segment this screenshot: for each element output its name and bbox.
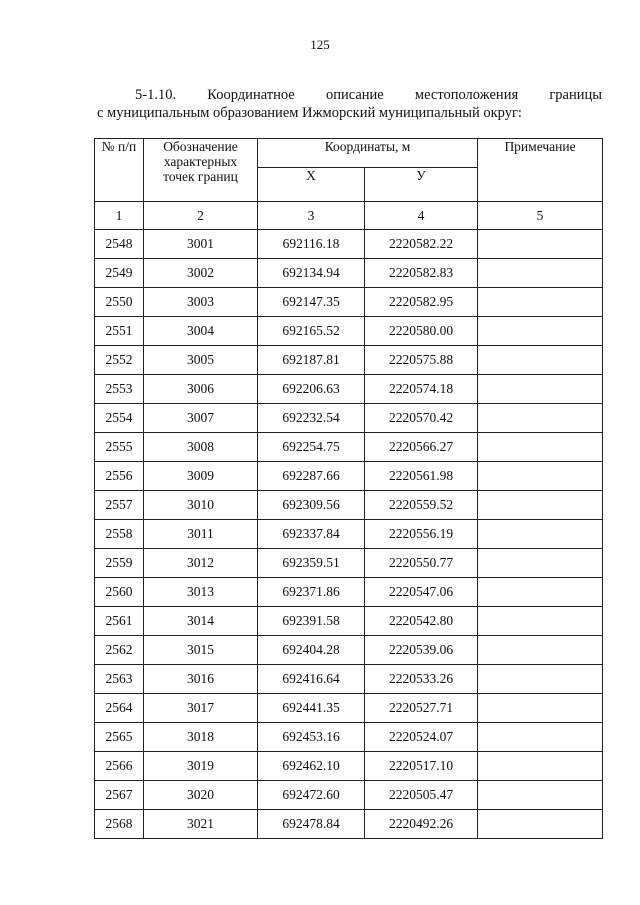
note-cell: [478, 317, 603, 346]
table-row: [95, 636, 603, 665]
row-number-cell: 2567: [95, 781, 144, 810]
row-number-cell: 2550: [95, 288, 144, 317]
point-designation-cell: 3009: [144, 462, 258, 491]
column-number-row: [95, 202, 603, 230]
point-designation-cell: 3004: [144, 317, 258, 346]
note-cell: [478, 259, 603, 288]
note-cell: [478, 462, 603, 491]
table-row: [95, 752, 603, 781]
table-row: [95, 694, 603, 723]
row-number-cell: 2557: [95, 491, 144, 520]
coordinates-table: [94, 138, 603, 839]
row-number-cell: 2558: [95, 520, 144, 549]
column-number: 1: [95, 202, 144, 230]
x-coordinate-cell: 692462.10: [258, 752, 365, 781]
heading-word: границы: [549, 87, 602, 103]
note-cell: [478, 520, 603, 549]
header-coordinates: Координаты, м: [258, 139, 478, 168]
note-cell: [478, 781, 603, 810]
table-row: [95, 578, 603, 607]
table-row: [95, 288, 603, 317]
table-row: [95, 259, 603, 288]
y-coordinate-cell: 2220547.06: [365, 578, 478, 607]
point-designation-cell: 3016: [144, 665, 258, 694]
y-coordinate-cell: 2220559.52: [365, 491, 478, 520]
y-coordinate-cell: 2220582.95: [365, 288, 478, 317]
row-number-cell: 2562: [95, 636, 144, 665]
note-cell: [478, 665, 603, 694]
x-coordinate-cell: 692187.81: [258, 346, 365, 375]
column-number: 2: [144, 202, 258, 230]
y-coordinate-cell: 2220575.88: [365, 346, 478, 375]
x-coordinate-cell: 692404.28: [258, 636, 365, 665]
point-designation-cell: 3003: [144, 288, 258, 317]
point-designation-cell: 3001: [144, 230, 258, 259]
row-number-cell: 2559: [95, 549, 144, 578]
row-number-cell: 2551: [95, 317, 144, 346]
row-number-cell: 2563: [95, 665, 144, 694]
heading-line-2: с муниципальным образованием Ижморский муниципальный округ:: [97, 105, 522, 121]
header-row: [95, 139, 603, 168]
y-coordinate-cell: 2220542.80: [365, 607, 478, 636]
y-coordinate-cell: 2220539.06: [365, 636, 478, 665]
point-designation-cell: 3015: [144, 636, 258, 665]
heading-word: Координатное: [207, 87, 295, 103]
x-coordinate-cell: 692359.51: [258, 549, 365, 578]
page-number: 125: [310, 37, 330, 52]
table-row: [95, 346, 603, 375]
x-coordinate-cell: 692337.84: [258, 520, 365, 549]
point-designation-cell: 3005: [144, 346, 258, 375]
x-coordinate-cell: 692478.84: [258, 810, 365, 839]
note-cell: [478, 288, 603, 317]
heading-word: местоположения: [414, 87, 519, 103]
header-designation-line: характерных: [163, 154, 238, 169]
row-number-cell: 2565: [95, 723, 144, 752]
heading-word: описание: [325, 87, 384, 103]
x-coordinate-cell: 692416.64: [258, 665, 365, 694]
point-designation-cell: 3021: [144, 810, 258, 839]
row-number-cell: 2556: [95, 462, 144, 491]
note-cell: [478, 404, 603, 433]
x-coordinate-cell: 692309.56: [258, 491, 365, 520]
x-coordinate-cell: 692116.18: [258, 230, 365, 259]
header-num: № п/п: [95, 139, 144, 202]
table-row: [95, 375, 603, 404]
table-row: [95, 462, 603, 491]
y-coordinate-cell: 2220574.18: [365, 375, 478, 404]
note-cell: [478, 607, 603, 636]
point-designation-cell: 3002: [144, 259, 258, 288]
note-cell: [478, 636, 603, 665]
x-coordinate-cell: 692134.94: [258, 259, 365, 288]
y-coordinate-cell: 2220566.27: [365, 433, 478, 462]
header-designation: [144, 139, 258, 202]
note-cell: [478, 810, 603, 839]
header-note: Примечание: [478, 139, 603, 202]
note-cell: [478, 230, 603, 259]
note-cell: [478, 433, 603, 462]
point-designation-cell: 3018: [144, 723, 258, 752]
x-coordinate-cell: 692441.35: [258, 694, 365, 723]
table-row: [95, 404, 603, 433]
section-heading: [97, 86, 602, 122]
x-coordinate-cell: 692287.66: [258, 462, 365, 491]
row-number-cell: 2560: [95, 578, 144, 607]
note-cell: [478, 491, 603, 520]
y-coordinate-cell: 2220492.26: [365, 810, 478, 839]
note-cell: [478, 346, 603, 375]
row-number-cell: 2568: [95, 810, 144, 839]
y-coordinate-cell: 2220524.07: [365, 723, 478, 752]
x-coordinate-cell: 692232.54: [258, 404, 365, 433]
column-number: 5: [478, 202, 603, 230]
note-cell: [478, 375, 603, 404]
y-coordinate-cell: 2220505.47: [365, 781, 478, 810]
y-coordinate-cell: 2220582.22: [365, 230, 478, 259]
table-row: [95, 723, 603, 752]
row-number-cell: 2553: [95, 375, 144, 404]
note-cell: [478, 549, 603, 578]
table-row: [95, 810, 603, 839]
header-x: X: [258, 168, 365, 202]
x-coordinate-cell: 692147.35: [258, 288, 365, 317]
table-row: [95, 665, 603, 694]
x-coordinate-cell: 692254.75: [258, 433, 365, 462]
row-number-cell: 2555: [95, 433, 144, 462]
row-number-cell: 2561: [95, 607, 144, 636]
row-number-cell: 2554: [95, 404, 144, 433]
table-row: [95, 549, 603, 578]
heading-word: 5-1.10.: [135, 87, 177, 103]
x-coordinate-cell: 692453.16: [258, 723, 365, 752]
point-designation-cell: 3013: [144, 578, 258, 607]
note-cell: [478, 694, 603, 723]
y-coordinate-cell: 2220561.98: [365, 462, 478, 491]
point-designation-cell: 3008: [144, 433, 258, 462]
point-designation-cell: 3011: [144, 520, 258, 549]
row-number-cell: 2549: [95, 259, 144, 288]
y-coordinate-cell: 2220533.26: [365, 665, 478, 694]
row-number-cell: 2564: [95, 694, 144, 723]
x-coordinate-cell: 692371.86: [258, 578, 365, 607]
heading-line-1: [97, 86, 602, 104]
y-coordinate-cell: 2220556.19: [365, 520, 478, 549]
note-cell: [478, 578, 603, 607]
point-designation-cell: 3014: [144, 607, 258, 636]
header-designation-line: точек границ: [163, 169, 238, 184]
row-number-cell: 2552: [95, 346, 144, 375]
point-designation-cell: 3017: [144, 694, 258, 723]
row-number-cell: 2548: [95, 230, 144, 259]
note-cell: [478, 752, 603, 781]
point-designation-cell: 3006: [144, 375, 258, 404]
x-coordinate-cell: 692472.60: [258, 781, 365, 810]
header-designation-line: Обозначение: [163, 139, 238, 154]
table-row: [95, 317, 603, 346]
point-designation-cell: 3020: [144, 781, 258, 810]
table-row: [95, 607, 603, 636]
header-y: У: [365, 168, 478, 202]
column-number: 3: [258, 202, 365, 230]
y-coordinate-cell: 2220582.83: [365, 259, 478, 288]
table-row: [95, 230, 603, 259]
point-designation-cell: 3012: [144, 549, 258, 578]
table-row: [95, 781, 603, 810]
y-coordinate-cell: 2220550.77: [365, 549, 478, 578]
table-row: [95, 520, 603, 549]
y-coordinate-cell: 2220517.10: [365, 752, 478, 781]
point-designation-cell: 3007: [144, 404, 258, 433]
table-row: [95, 433, 603, 462]
note-cell: [478, 723, 603, 752]
x-coordinate-cell: 692165.52: [258, 317, 365, 346]
row-number-cell: 2566: [95, 752, 144, 781]
x-coordinate-cell: 692206.63: [258, 375, 365, 404]
table-row: [95, 491, 603, 520]
y-coordinate-cell: 2220580.00: [365, 317, 478, 346]
y-coordinate-cell: 2220570.42: [365, 404, 478, 433]
y-coordinate-cell: 2220527.71: [365, 694, 478, 723]
point-designation-cell: 3019: [144, 752, 258, 781]
point-designation-cell: 3010: [144, 491, 258, 520]
x-coordinate-cell: 692391.58: [258, 607, 365, 636]
column-number: 4: [365, 202, 478, 230]
